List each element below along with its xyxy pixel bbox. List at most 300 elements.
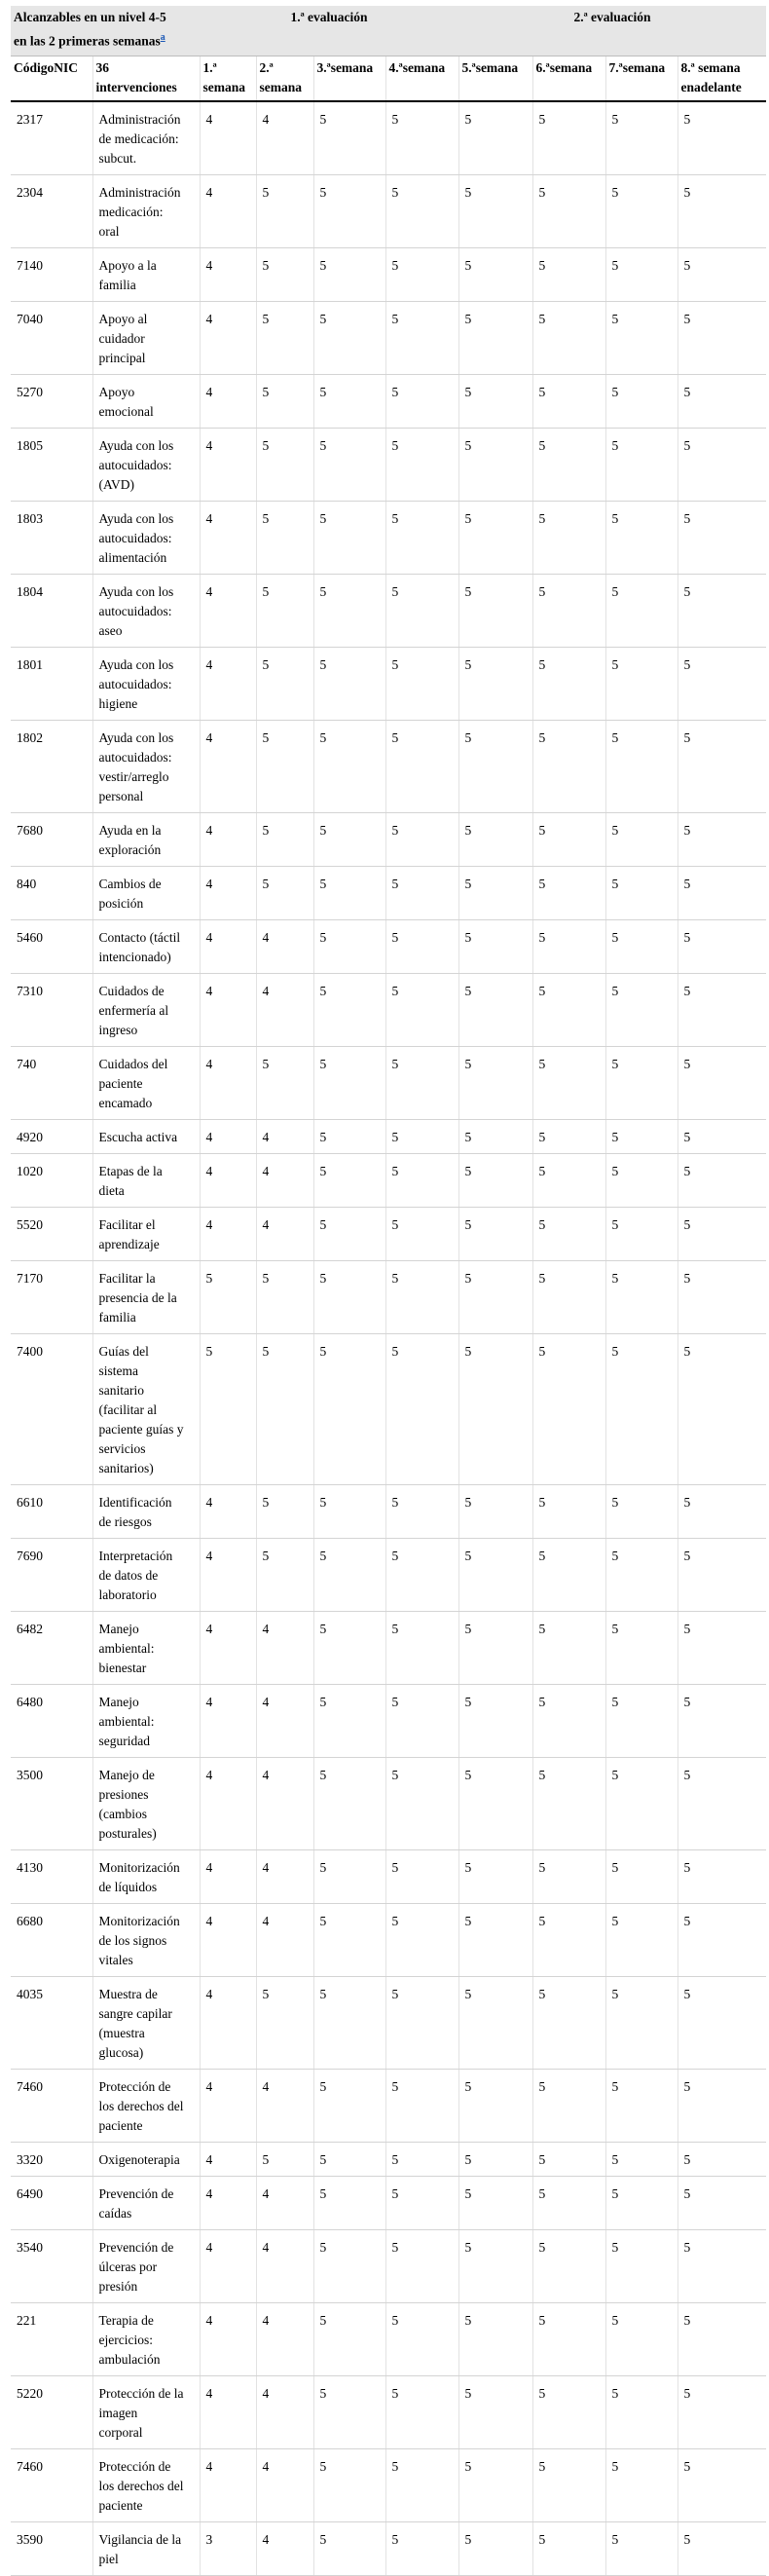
week-1-level-cell: 4 xyxy=(200,919,256,973)
week-2-level-cell: 5 xyxy=(256,247,313,301)
week-3-level-cell: 5 xyxy=(313,1484,385,1538)
intervention-name-line: ejercicios: xyxy=(98,2332,153,2347)
nic-code-cell: 6490 xyxy=(11,2176,92,2229)
week-7-level-cell: 5 xyxy=(605,1757,677,1849)
week-2-level-cell: 5 xyxy=(256,647,313,720)
nic-code-cell: 7460 xyxy=(11,2069,92,2142)
table-row xyxy=(11,101,766,175)
week-8-level-cell: 5 xyxy=(677,374,766,428)
week-4-level-cell: 5 xyxy=(385,647,458,720)
intervention-name-line: Facilitar la xyxy=(98,1270,156,1286)
table-row xyxy=(11,919,766,973)
week-5-level-cell: 5 xyxy=(458,1119,532,1153)
week-6-level-cell: 5 xyxy=(532,1849,605,1903)
week-8-level-cell: 5 xyxy=(677,2448,766,2521)
intervention-name-line: paciente xyxy=(98,2497,143,2513)
week-5-level-cell: 5 xyxy=(458,1684,532,1757)
intervention-name-line: vestir/arreglo xyxy=(98,768,169,784)
intervention-name-line: Administración xyxy=(98,184,181,200)
week-2-level-cell: 4 xyxy=(256,1684,313,1757)
column-header-line: 1.ª xyxy=(202,59,217,75)
week-4-level-cell: 5 xyxy=(385,501,458,574)
week-7-level-cell: 5 xyxy=(605,1484,677,1538)
week-2-level-cell: 4 xyxy=(256,1757,313,1849)
intervention-name-line: aprendizaje xyxy=(98,1236,160,1251)
week-2-level-cell: 4 xyxy=(256,1849,313,1903)
intervention-name-line: alimentación xyxy=(98,549,167,565)
week-7-level-cell: 5 xyxy=(605,647,677,720)
intervention-name-line: de los signos xyxy=(98,1932,167,1948)
week-4-level-cell: 5 xyxy=(385,1538,458,1611)
table-row xyxy=(11,812,766,866)
week-5-level-cell: 5 xyxy=(458,2229,532,2302)
intervention-name-line: autocuidados: xyxy=(98,457,172,472)
week-2-level-cell: 4 xyxy=(256,2302,313,2375)
intervention-name-line: Interpretación xyxy=(98,1548,173,1563)
table-row xyxy=(11,174,766,247)
week-4-level-cell: 5 xyxy=(385,1976,458,2069)
column-header-row xyxy=(11,56,766,101)
week-5-level-cell: 5 xyxy=(458,2069,532,2142)
week-5-level-cell: 5 xyxy=(458,1903,532,1976)
intervention-name-line: los derechos del xyxy=(98,2478,184,2493)
week-1-level-cell: 4 xyxy=(200,428,256,501)
week-3-level-cell: 5 xyxy=(313,101,385,175)
week-8-level-cell: 5 xyxy=(677,1119,766,1153)
intervention-name-cell xyxy=(92,247,200,301)
table-row xyxy=(11,2142,766,2176)
week-4-level-cell: 5 xyxy=(385,101,458,175)
intervention-name-line: servicios xyxy=(98,1440,146,1456)
week-3-level-cell: 5 xyxy=(313,1757,385,1849)
table-row xyxy=(11,1684,766,1757)
table-row xyxy=(11,501,766,574)
week-4-level-cell: 5 xyxy=(385,301,458,374)
week-8-level-cell: 5 xyxy=(677,973,766,1046)
week-4-level-cell: 5 xyxy=(385,1046,458,1119)
intervention-name-line: ingreso xyxy=(98,1022,138,1037)
week-3-level-cell: 5 xyxy=(313,501,385,574)
week-6-level-cell: 5 xyxy=(532,1153,605,1207)
week-1-level-cell: 4 xyxy=(200,247,256,301)
nic-code-cell: 5520 xyxy=(11,1207,92,1260)
week-7-level-cell: 5 xyxy=(605,1976,677,2069)
intervention-name-line: principal xyxy=(98,350,146,365)
intervention-name-line: Oxigenoterapia xyxy=(98,2151,180,2167)
week-2-level-cell: 4 xyxy=(256,2448,313,2521)
week-7-level-cell: 5 xyxy=(605,301,677,374)
week-2-level-cell: 5 xyxy=(256,866,313,919)
table-row xyxy=(11,1260,766,1333)
week-6-level-cell: 5 xyxy=(532,1684,605,1757)
nic-code-cell: 2304 xyxy=(11,174,92,247)
week-5-level-cell: 5 xyxy=(458,812,532,866)
intervention-name-cell xyxy=(92,1119,200,1153)
intervention-name-line: laboratorio xyxy=(98,1587,157,1602)
intervention-name-line: Administración xyxy=(98,111,181,127)
week-6-level-cell: 5 xyxy=(532,919,605,973)
intervention-name-cell xyxy=(92,1611,200,1684)
week-4-level-cell: 5 xyxy=(385,174,458,247)
intervention-name-line: emocional xyxy=(98,403,154,419)
week-4-level-cell: 5 xyxy=(385,1153,458,1207)
week-4-level-cell: 5 xyxy=(385,1333,458,1484)
intervention-name-cell xyxy=(92,720,200,812)
intervention-name-line: sanitario xyxy=(98,1382,144,1398)
week-6-level-cell: 5 xyxy=(532,812,605,866)
week-7-level-cell: 5 xyxy=(605,1611,677,1684)
week-7-level-cell: 5 xyxy=(605,574,677,647)
column-header-line: 2.ª xyxy=(259,59,274,75)
intervention-name-line: Terapia de xyxy=(98,2312,154,2328)
week-1-level-cell: 5 xyxy=(200,1260,256,1333)
week-8-level-cell: 5 xyxy=(677,574,766,647)
intervention-name-line: ambulación xyxy=(98,2351,161,2367)
week-8-level-cell: 5 xyxy=(677,2229,766,2302)
week-6-level-cell: 5 xyxy=(532,1207,605,1260)
week-7-level-cell: 5 xyxy=(605,973,677,1046)
week-1-level-cell: 4 xyxy=(200,2375,256,2448)
week-8-level-cell: 5 xyxy=(677,301,766,374)
week-7-level-cell: 5 xyxy=(605,1903,677,1976)
intervention-name-line: sangre capilar xyxy=(98,2005,172,2021)
week-3-level-cell: 5 xyxy=(313,1153,385,1207)
week-2-level-cell: 4 xyxy=(256,101,313,175)
week-3-level-cell: 5 xyxy=(313,1207,385,1260)
week-2-level-cell: 4 xyxy=(256,919,313,973)
week-3-level-cell: 5 xyxy=(313,1611,385,1684)
week-2-level-cell: 5 xyxy=(256,812,313,866)
intervention-name-line: higiene xyxy=(98,695,138,711)
week-2-level-cell: 4 xyxy=(256,2521,313,2575)
week-3-level-cell: 5 xyxy=(313,2448,385,2521)
week-3-level-cell: 5 xyxy=(313,1119,385,1153)
week-5-level-cell: 5 xyxy=(458,2176,532,2229)
nic-code-cell: 1805 xyxy=(11,428,92,501)
column-header-2 xyxy=(200,56,256,101)
table-row xyxy=(11,1333,766,1484)
week-5-level-cell: 5 xyxy=(458,720,532,812)
intervention-name-cell xyxy=(92,301,200,374)
week-1-level-cell: 4 xyxy=(200,647,256,720)
week-3-level-cell: 5 xyxy=(313,1903,385,1976)
intervention-name-line: autocuidados: xyxy=(98,603,172,618)
week-8-level-cell: 5 xyxy=(677,2375,766,2448)
column-header-line: 6.ªsemana xyxy=(535,59,593,75)
week-8-level-cell: 5 xyxy=(677,1046,766,1119)
week-5-level-cell: 5 xyxy=(458,647,532,720)
intervention-name-cell xyxy=(92,2375,200,2448)
table-row xyxy=(11,1119,766,1153)
intervention-name-line: Prevención de xyxy=(98,2185,174,2201)
nic-code-cell: 7170 xyxy=(11,1260,92,1333)
intervention-name-line: ambiental: xyxy=(98,1713,155,1729)
group-second-evaluation: 2.ª evaluación xyxy=(458,6,766,56)
week-6-level-cell: 5 xyxy=(532,1333,605,1484)
week-5-level-cell: 5 xyxy=(458,101,532,175)
intervention-name-cell xyxy=(92,2142,200,2176)
week-7-level-cell: 5 xyxy=(605,101,677,175)
intervention-name-cell xyxy=(92,1538,200,1611)
week-2-level-cell: 4 xyxy=(256,1611,313,1684)
week-6-level-cell: 5 xyxy=(532,428,605,501)
week-7-level-cell: 5 xyxy=(605,812,677,866)
week-2-level-cell: 4 xyxy=(256,1207,313,1260)
intervention-name-cell xyxy=(92,1333,200,1484)
week-3-level-cell: 5 xyxy=(313,720,385,812)
intervention-name-line: enfermería al xyxy=(98,1002,169,1018)
nic-code-cell: 7310 xyxy=(11,973,92,1046)
week-7-level-cell: 5 xyxy=(605,2142,677,2176)
table-row xyxy=(11,1903,766,1976)
week-1-level-cell: 4 xyxy=(200,1153,256,1207)
column-header-6 xyxy=(458,56,532,101)
week-3-level-cell: 5 xyxy=(313,1684,385,1757)
week-3-level-cell: 5 xyxy=(313,2302,385,2375)
intervention-name-line: paciente xyxy=(98,2117,143,2133)
table-row xyxy=(11,1611,766,1684)
intervention-name-line: posición xyxy=(98,895,144,911)
nic-code-cell: 221 xyxy=(11,2302,92,2375)
week-2-level-cell: 5 xyxy=(256,720,313,812)
footnote-link[interactable]: a xyxy=(160,32,165,43)
week-1-level-cell: 4 xyxy=(200,1849,256,1903)
week-1-level-cell: 4 xyxy=(200,1207,256,1260)
nic-code-cell: 6482 xyxy=(11,1611,92,1684)
table-row xyxy=(11,1849,766,1903)
nic-code-cell: 3590 xyxy=(11,2521,92,2575)
table-row xyxy=(11,2448,766,2521)
intervention-name-line: (cambios xyxy=(98,1806,147,1821)
table-row xyxy=(11,574,766,647)
intervention-name-line: Facilitar el xyxy=(98,1216,156,1232)
week-2-level-cell: 5 xyxy=(256,1260,313,1333)
column-header-line: 36 xyxy=(95,59,109,75)
intervention-name-cell xyxy=(92,1757,200,1849)
column-header-5 xyxy=(385,56,458,101)
intervention-name-line: Manejo xyxy=(98,1621,139,1636)
week-1-level-cell: 4 xyxy=(200,1046,256,1119)
column-header-0 xyxy=(11,56,92,101)
intervention-name-line: de datos de xyxy=(98,1567,159,1583)
week-1-level-cell: 4 xyxy=(200,2176,256,2229)
intervention-name-cell xyxy=(92,428,200,501)
intervention-name-cell xyxy=(92,1484,200,1538)
intervention-name-cell xyxy=(92,1046,200,1119)
week-4-level-cell: 5 xyxy=(385,1849,458,1903)
week-7-level-cell: 5 xyxy=(605,1333,677,1484)
week-6-level-cell: 5 xyxy=(532,1119,605,1153)
week-1-level-cell: 4 xyxy=(200,1119,256,1153)
intervention-name-line: intencionado) xyxy=(98,949,171,964)
column-header-line: 7.ªsemana xyxy=(608,59,666,75)
week-8-level-cell: 5 xyxy=(677,1849,766,1903)
week-7-level-cell: 5 xyxy=(605,174,677,247)
intervention-name-cell xyxy=(92,374,200,428)
week-1-level-cell: 4 xyxy=(200,301,256,374)
week-5-level-cell: 5 xyxy=(458,2448,532,2521)
table-row xyxy=(11,1976,766,2069)
intervention-name-line: Monitorización xyxy=(98,1913,180,1928)
week-8-level-cell: 5 xyxy=(677,2069,766,2142)
week-3-level-cell: 5 xyxy=(313,174,385,247)
intervention-name-line: Guías del xyxy=(98,1343,149,1359)
table-header xyxy=(11,6,766,101)
nic-code-cell: 3320 xyxy=(11,2142,92,2176)
intervention-name-cell xyxy=(92,174,200,247)
week-8-level-cell: 5 xyxy=(677,1484,766,1538)
nic-code-cell: 6680 xyxy=(11,1903,92,1976)
intervention-name-line: Apoyo a la xyxy=(98,257,157,273)
nic-code-cell: 5460 xyxy=(11,919,92,973)
week-6-level-cell: 5 xyxy=(532,1611,605,1684)
week-4-level-cell: 5 xyxy=(385,2302,458,2375)
intervention-name-line: Ayuda con los xyxy=(98,510,174,526)
intervention-name-line: Cuidados del xyxy=(98,1056,168,1071)
week-4-level-cell: 5 xyxy=(385,1260,458,1333)
week-3-level-cell: 5 xyxy=(313,2229,385,2302)
week-3-level-cell: 5 xyxy=(313,374,385,428)
week-8-level-cell: 5 xyxy=(677,2521,766,2575)
column-header-line: 4.ªsemana xyxy=(388,59,446,75)
intervention-name-cell xyxy=(92,973,200,1046)
week-7-level-cell: 5 xyxy=(605,1538,677,1611)
intervention-name-line: subcut. xyxy=(98,150,137,166)
week-8-level-cell: 5 xyxy=(677,101,766,175)
nic-code-cell: 4920 xyxy=(11,1119,92,1153)
week-6-level-cell: 5 xyxy=(532,973,605,1046)
intervention-name-line: familia xyxy=(98,277,136,292)
week-4-level-cell: 5 xyxy=(385,1757,458,1849)
nic-code-cell: 7460 xyxy=(11,2448,92,2521)
table-title-cell xyxy=(11,6,200,56)
column-header-9 xyxy=(677,56,766,101)
intervention-name-line: ambiental: xyxy=(98,1640,155,1656)
intervention-name-line: paciente guías y xyxy=(98,1421,184,1437)
table-row xyxy=(11,973,766,1046)
week-3-level-cell: 5 xyxy=(313,428,385,501)
intervention-name-line: Apoyo xyxy=(98,384,135,399)
intervention-name-cell xyxy=(92,2302,200,2375)
intervention-name-line: Manejo xyxy=(98,1694,139,1709)
week-7-level-cell: 5 xyxy=(605,1207,677,1260)
group-first-evaluation: 1.ª evaluación xyxy=(200,6,458,56)
column-header-line: semana xyxy=(202,79,246,94)
table-row xyxy=(11,1484,766,1538)
week-5-level-cell: 5 xyxy=(458,1849,532,1903)
week-1-level-cell: 3 xyxy=(200,2521,256,2575)
week-5-level-cell: 5 xyxy=(458,919,532,973)
week-1-level-cell: 4 xyxy=(200,1757,256,1849)
intervention-name-line: imagen xyxy=(98,2405,138,2420)
week-6-level-cell: 5 xyxy=(532,2176,605,2229)
intervention-name-line: presencia de la xyxy=(98,1289,177,1305)
intervention-name-line: piel xyxy=(98,2551,119,2566)
week-5-level-cell: 5 xyxy=(458,1976,532,2069)
intervention-name-line: autocuidados: xyxy=(98,749,172,765)
week-8-level-cell: 5 xyxy=(677,1903,766,1976)
intervention-name-line: Contacto (táctil xyxy=(98,929,181,945)
nic-code-cell: 840 xyxy=(11,866,92,919)
week-7-level-cell: 5 xyxy=(605,2521,677,2575)
week-7-level-cell: 5 xyxy=(605,428,677,501)
week-1-level-cell: 4 xyxy=(200,812,256,866)
week-5-level-cell: 5 xyxy=(458,1757,532,1849)
week-6-level-cell: 5 xyxy=(532,1538,605,1611)
week-7-level-cell: 5 xyxy=(605,919,677,973)
week-5-level-cell: 5 xyxy=(458,1046,532,1119)
week-6-level-cell: 5 xyxy=(532,1484,605,1538)
week-2-level-cell: 5 xyxy=(256,1046,313,1119)
week-2-level-cell: 5 xyxy=(256,1484,313,1538)
intervention-name-cell xyxy=(92,1153,200,1207)
week-3-level-cell: 5 xyxy=(313,866,385,919)
week-7-level-cell: 5 xyxy=(605,2069,677,2142)
week-5-level-cell: 5 xyxy=(458,374,532,428)
week-3-level-cell: 5 xyxy=(313,1260,385,1333)
nic-code-cell: 1020 xyxy=(11,1153,92,1207)
column-header-line: enadelante xyxy=(680,79,742,94)
week-6-level-cell: 5 xyxy=(532,247,605,301)
week-2-level-cell: 5 xyxy=(256,501,313,574)
week-1-level-cell: 4 xyxy=(200,2142,256,2176)
week-2-level-cell: 4 xyxy=(256,2229,313,2302)
intervention-name-line: exploración xyxy=(98,841,162,857)
week-4-level-cell: 5 xyxy=(385,2142,458,2176)
intervention-name-line: sistema xyxy=(98,1363,138,1378)
week-5-level-cell: 5 xyxy=(458,1484,532,1538)
week-4-level-cell: 5 xyxy=(385,374,458,428)
week-8-level-cell: 5 xyxy=(677,428,766,501)
week-5-level-cell: 5 xyxy=(458,1207,532,1260)
week-3-level-cell: 5 xyxy=(313,812,385,866)
week-3-level-cell: 5 xyxy=(313,2375,385,2448)
week-7-level-cell: 5 xyxy=(605,1260,677,1333)
week-5-level-cell: 5 xyxy=(458,2521,532,2575)
table-body xyxy=(11,101,766,2576)
intervention-name-line: Apoyo al xyxy=(98,311,148,326)
column-header-line: 8.ª semana xyxy=(680,59,741,75)
week-6-level-cell: 5 xyxy=(532,2302,605,2375)
intervention-name-line: de líquidos xyxy=(98,1879,158,1894)
table-title-line-2: en las 2 primeras semanas xyxy=(14,33,161,49)
week-6-level-cell: 5 xyxy=(532,374,605,428)
table-row xyxy=(11,301,766,374)
week-5-level-cell: 5 xyxy=(458,1538,532,1611)
intervention-name-line: (AVD) xyxy=(98,476,134,492)
intervention-name-line: aseo xyxy=(98,622,123,638)
intervention-name-line: corporal xyxy=(98,2424,143,2440)
intervention-name-line: vitales xyxy=(98,1952,133,1967)
column-header-line: 5.ªsemana xyxy=(461,59,519,75)
intervention-name-cell xyxy=(92,1849,200,1903)
week-1-level-cell: 4 xyxy=(200,1538,256,1611)
table-row xyxy=(11,1046,766,1119)
week-5-level-cell: 5 xyxy=(458,501,532,574)
column-header-4 xyxy=(313,56,385,101)
week-1-level-cell: 4 xyxy=(200,2229,256,2302)
week-1-level-cell: 4 xyxy=(200,574,256,647)
week-2-level-cell: 5 xyxy=(256,1538,313,1611)
week-2-level-cell: 5 xyxy=(256,2142,313,2176)
week-1-level-cell: 5 xyxy=(200,1333,256,1484)
week-6-level-cell: 5 xyxy=(532,1976,605,2069)
intervention-name-cell xyxy=(92,1260,200,1333)
intervention-name-line: Ayuda en la xyxy=(98,822,162,838)
intervention-name-line: (muestra xyxy=(98,2025,145,2040)
week-8-level-cell: 5 xyxy=(677,1684,766,1757)
nic-code-cell: 7140 xyxy=(11,247,92,301)
